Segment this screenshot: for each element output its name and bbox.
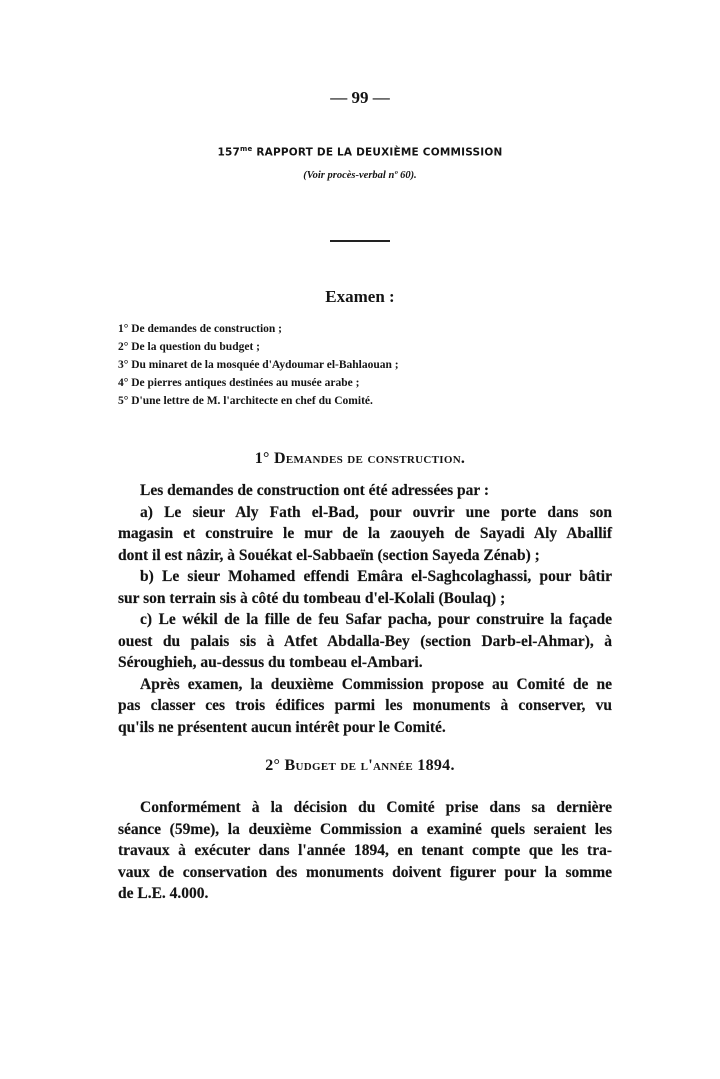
examen-list-item: 2° De la question du budget ; <box>118 341 260 353</box>
paragraph <box>118 566 612 609</box>
text-line: Conformément à la décision du Comité prise dans sa dernière <box>140 799 612 816</box>
paragraph <box>118 480 612 502</box>
examen-list-item: 5° D'une lettre de M. l'architecte en chef du Comité. <box>118 395 373 407</box>
text-line: travaux à exécuter dans l'année 1894, en tenant compte que les tra- <box>118 842 612 859</box>
text-line: séance (59me), la deuxième Commission a examiné quels seraient les <box>118 820 612 838</box>
text-line: dont il est nâzir, à Souékat el-Sabbaeïn (section Sayeda Zénab) ; <box>118 546 540 564</box>
report-number: 157 <box>217 146 241 159</box>
paragraph <box>118 502 612 567</box>
section-1-body <box>118 480 612 738</box>
text-line: ouest du palais sis à Atfet Abdalla-Bey (section Darb-el-Ahmar), à <box>118 632 612 650</box>
examen-heading: Examen : <box>325 287 395 306</box>
page-number: — 99 — <box>330 88 390 107</box>
paragraph <box>118 674 612 739</box>
text-line: qu'ils ne présentent aucun intérêt pour le Comité. <box>118 718 446 736</box>
report-subtitle: (Voir procès-verbal nº 60). <box>303 170 417 181</box>
text-line: a) Le sieur Aly Fath el-Bad, pour ouvrir une porte dans son <box>140 503 612 521</box>
section-1-heading: 1° Demandes de construction. <box>254 450 466 467</box>
section-2-heading: 2° Budget de l'année 1894. <box>265 757 455 774</box>
text-line: sur son terrain sis à côté du tombeau d'el-Kolali (Boulaq) ; <box>118 589 506 607</box>
section-2-body <box>118 797 612 905</box>
text-line: pas classer ces trois édifices parmi les monuments à conserver, vu <box>118 697 612 714</box>
paragraph <box>118 609 612 674</box>
report-number-suffix: me <box>240 145 253 153</box>
paragraph <box>118 797 612 905</box>
text-line: c) Le wékil de la fille de feu Safar pacha, pour construire la façade <box>140 611 612 628</box>
text-line: vaux de conservation des monuments doivent figurer pour la somme <box>118 863 612 881</box>
text-line: magasin et construire le mur de la zaouyeh de Sayadi Aly Aballif <box>118 525 612 542</box>
text-line: Les demandes de construction ont été adressées par : <box>140 482 490 499</box>
examen-list-item: 4° De pierres antiques destinées au musée arabe ; <box>118 377 360 389</box>
divider <box>330 240 390 242</box>
report-title-text: RAPPORT DE LA DEUXIÈME COMMISSION <box>252 146 503 159</box>
text-line: b) Le sieur Mohamed effendi Emâra el-Saghcolaghassi, pour bâtir <box>140 568 612 585</box>
examen-list-item: 3° Du minaret de la mosquée d'Aydoumar el-Bahlaouan ; <box>118 359 399 371</box>
examen-list-item: 1° De demandes de construction ; <box>118 323 282 335</box>
text-line: de L.E. 4.000. <box>118 885 209 902</box>
text-line: Séroughieh, au-dessus du tombeau el-Ambari. <box>118 654 423 671</box>
text-line: Après examen, la deuxième Commission propose au Comité de ne <box>140 675 612 693</box>
report-title <box>0 145 720 159</box>
examen-list <box>118 320 399 410</box>
